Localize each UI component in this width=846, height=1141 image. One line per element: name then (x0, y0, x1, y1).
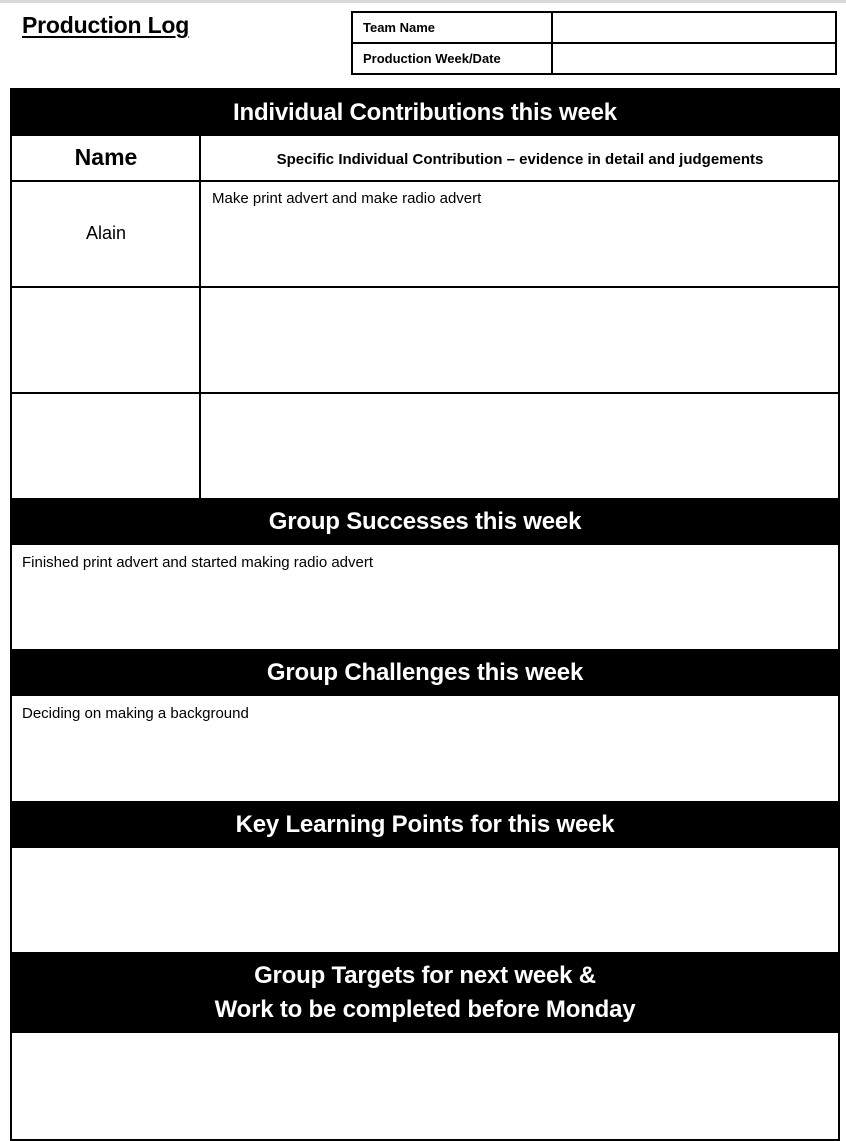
production-week-label: Production Week/Date (352, 43, 552, 74)
production-week-field[interactable] (552, 43, 836, 74)
divider (12, 392, 838, 394)
divider (12, 286, 838, 288)
contribution-row-1-name[interactable]: Alain (85, 223, 127, 243)
contribution-column-header: Specific Individual Contribution – evidence in detail and judgements (276, 151, 764, 168)
header-meta-table (351, 11, 837, 75)
individual-contributions-heading: Individual Contributions this week (12, 90, 838, 136)
group-targets-heading-line-2: Work to be completed before Monday (214, 995, 636, 1023)
page-title: Production Log (22, 12, 190, 38)
log-form (10, 88, 840, 1141)
group-successes-heading: Group Successes this week (12, 498, 838, 545)
group-challenges-heading: Group Challenges this week (12, 649, 838, 696)
name-column-header: Name (74, 144, 138, 170)
key-learning-heading: Key Learning Points for this week (12, 801, 838, 848)
group-successes-box[interactable] (12, 545, 838, 649)
group-targets-box[interactable] (12, 1033, 838, 1139)
contribution-row-1-text[interactable]: Make print advert and make radio advert (212, 190, 482, 207)
team-name-field[interactable] (552, 12, 836, 43)
column-divider (199, 136, 201, 498)
divider (12, 180, 838, 182)
group-challenges-box[interactable] (12, 696, 838, 801)
group-challenges-text: Deciding on making a background (22, 705, 249, 722)
team-name-label: Team Name (352, 12, 552, 43)
page-top-rule (0, 0, 846, 3)
group-targets-heading-line-1: Group Targets for next week & (254, 961, 596, 989)
group-successes-text: Finished print advert and started making radio advert (22, 554, 374, 571)
group-targets-heading (12, 952, 838, 1033)
key-learning-box[interactable] (12, 848, 838, 952)
